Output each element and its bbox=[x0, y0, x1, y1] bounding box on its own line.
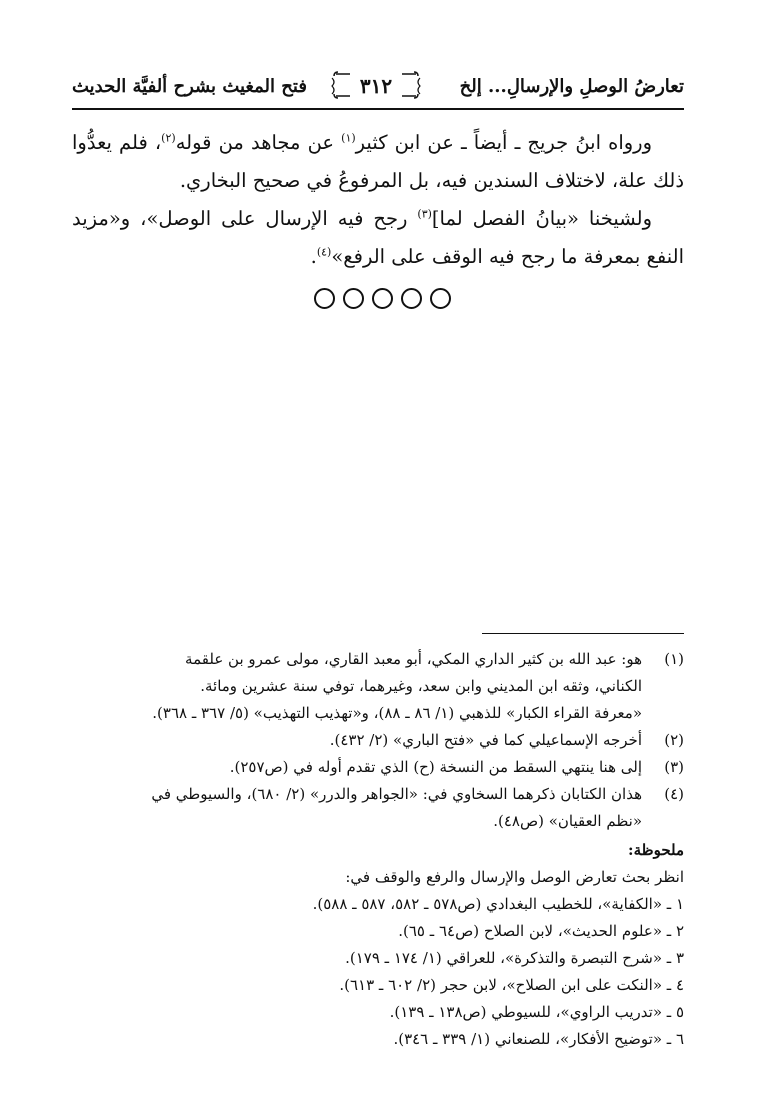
footnote-ref-1: (١) bbox=[341, 131, 356, 145]
reference-item: ١ ـ «الكفاية»، للخطيب البغدادي (ص٥٧٨ ـ ٥٨٢، ٥٨٧ ـ ٥٨٨). bbox=[312, 895, 684, 913]
section-end-ornament bbox=[0, 288, 764, 313]
footnote-number: (٢) bbox=[664, 731, 684, 749]
page-number-ornament bbox=[330, 70, 422, 100]
header-divider bbox=[72, 108, 684, 110]
para1-text-a: ورواه ابنُ جريج ـ أيضاً ـ عن ابن كثير bbox=[355, 131, 652, 154]
footnote-number: (١) bbox=[664, 650, 684, 668]
note-intro: انظر بحث تعارض الوصل والإرسال والرفع والوقف في: bbox=[345, 868, 684, 886]
para1-text-b: عن مجاهد من قوله bbox=[175, 131, 342, 154]
footnote-line: الكناني، وثقه ابن المديني وابن سعد، وغيرهما، توفي سنة عشرين ومائة. bbox=[200, 677, 642, 695]
reference-item: ٢ ـ «علوم الحديث»، لابن الصلاح (ص٦٤ ـ ٦٥). bbox=[398, 922, 684, 940]
footnote-4 bbox=[72, 781, 684, 835]
footnote-line: «معرفة القراء الكبار» للذهبي (١/ ٨٦ ـ ٨٨)، و«تهذيب التهذيب» (٥/ ٣٦٧ ـ ٣٦٨). bbox=[152, 704, 642, 722]
footnote-ref-2: (٢) bbox=[161, 131, 176, 145]
footnote-2 bbox=[72, 727, 684, 754]
reference-item: ٤ ـ «النكت على ابن الصلاح»، لابن حجر (٢/ ٦٠٢ ـ ٦١٣). bbox=[339, 976, 684, 994]
paragraph-1 bbox=[72, 124, 684, 200]
para2-text-a: ولشيخنا «بيانُ الفصل لما] bbox=[431, 207, 652, 230]
footnote-line: «نظم العقيان» (ص٤٨). bbox=[493, 812, 642, 830]
main-text bbox=[72, 124, 684, 276]
circle-icon bbox=[343, 288, 364, 309]
footnotes bbox=[72, 646, 684, 1053]
para2-text-c: . bbox=[310, 245, 317, 268]
footnote-divider bbox=[482, 633, 684, 634]
header-chapter-title: تعارضُ الوصلِ والإرسالِ... إلخ bbox=[459, 76, 684, 97]
running-header bbox=[72, 70, 684, 110]
footnote-line: هو: عبد الله بن كثير الداري المكي، أبو معبد القاري، مولى عمرو بن علقمة bbox=[185, 650, 642, 668]
footnote-number: (٤) bbox=[664, 785, 684, 803]
reference-item: ٣ ـ «شرح التبصرة والتذكرة»، للعراقي (١/ ١٧٤ ـ ١٧٩). bbox=[345, 949, 684, 967]
footnote-3 bbox=[72, 754, 684, 781]
para2-text-b: رجح فيه الإرسال على الوصل»، و«مزيد النفع بمعرفة ما رجح فيه الوقف على الرفع» bbox=[72, 207, 684, 268]
circle-icon bbox=[430, 288, 451, 309]
footnote-line: إلى هنا ينتهي السقط من النسخة (ح) الذي تقدم أوله في (ص٢٥٧). bbox=[229, 758, 642, 776]
circle-icon bbox=[372, 288, 393, 309]
footnote-number: (٣) bbox=[664, 758, 684, 776]
reference-item: ٦ ـ «توضيح الأفكار»، للصنعاني (١/ ٣٣٩ ـ ٣٤٦). bbox=[393, 1030, 684, 1048]
footnote-line: هذان الكتابان ذكرهما السخاوي في: «الجواهر والدرر» (٢/ ٦٨٠)، والسيوطي في bbox=[151, 785, 642, 803]
paragraph-2 bbox=[72, 200, 684, 276]
footnote-line: أخرجه الإسماعيلي كما في «فتح الباري» (٢/ ٤٣٢). bbox=[329, 731, 642, 749]
circle-icon bbox=[401, 288, 422, 309]
header-book-title: فتح المغيث بشرح ألفيَّة الحديث bbox=[72, 76, 307, 97]
footnote-ref-3: (٣) bbox=[417, 207, 432, 221]
para1-text-c: ، فلم يعدُّوا ذلك علة، لاختلاف السندين فيه، بل المرفوعُ في صحيح البخاري. bbox=[72, 131, 684, 192]
page-number: ٣١٢ bbox=[359, 74, 393, 98]
reference-item: ٥ ـ «تدريب الراوي»، للسيوطي (ص١٣٨ ـ ١٣٩). bbox=[389, 1003, 684, 1021]
footnote-1 bbox=[72, 646, 684, 727]
note-title: ملحوظة: bbox=[628, 841, 684, 859]
circle-icon bbox=[314, 288, 335, 309]
footnote-ref-4: (٤) bbox=[316, 245, 332, 259]
